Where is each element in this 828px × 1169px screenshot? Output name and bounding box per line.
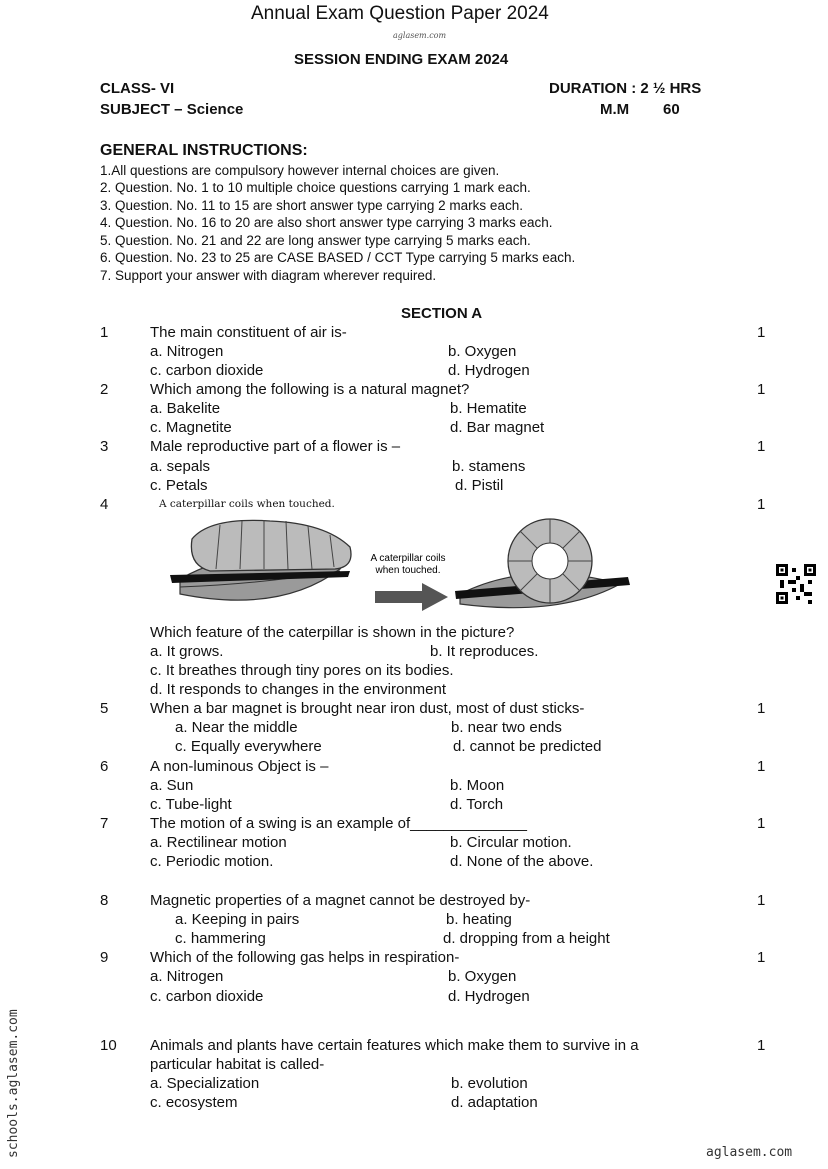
option-c: c. carbon dioxide — [150, 988, 264, 1005]
option-d: d. adaptation — [451, 1094, 538, 1111]
question-mark: 1 — [757, 700, 766, 717]
duration-label: DURATION : 2 ½ HRS — [549, 80, 702, 97]
question-text: Which feature of the caterpillar is shown in the picture? — [150, 624, 515, 641]
option-d: d. Hydrogen — [448, 362, 530, 379]
arrow-right-icon — [375, 583, 448, 611]
option-d: d. It responds to changes in the environment — [150, 681, 447, 698]
option-c: c. It breathes through tiny pores on its bodies. — [150, 662, 454, 679]
option-b: b. Moon — [450, 777, 505, 794]
figure-caption: A caterpillar coils when touched. — [159, 498, 335, 510]
option-b: b. stamens — [452, 458, 526, 475]
question-mark: 1 — [757, 949, 766, 966]
option-c: c. hammering — [175, 930, 266, 947]
option-d: d. Pistil — [455, 477, 504, 494]
option-a: a. Rectilinear motion — [150, 834, 287, 851]
question-mark: 1 — [757, 758, 766, 775]
question-mark: 1 — [757, 815, 766, 832]
instruction-item: 1.All questions are compulsory however internal choices are given. — [100, 163, 500, 178]
option-c: c. Tube-light — [150, 796, 232, 813]
caterpillar-coiled-icon — [508, 519, 592, 603]
caterpillar-figure — [150, 499, 650, 619]
question-text: Which of the following gas helps in respiration- — [150, 949, 460, 966]
option-b: b. It reproduces. — [430, 643, 539, 660]
max-marks-label: M.M — [600, 101, 630, 118]
instruction-item: 5. Question. No. 21 and 22 are long answer type carrying 5 marks each. — [100, 233, 531, 248]
option-b: b. Circular motion. — [450, 834, 572, 851]
question-number: 9 — [100, 949, 109, 966]
option-a: a. Keeping in pairs — [175, 911, 300, 928]
instruction-item: 2. Question. No. 1 to 10 multiple choice questions carrying 1 mark each. — [100, 180, 531, 195]
option-a: a. Nitrogen — [150, 343, 224, 360]
option-a: a. sepals — [150, 458, 211, 475]
option-b: b. heating — [446, 911, 512, 928]
question-text: Male reproductive part of a flower is – — [150, 438, 401, 455]
question-text: Magnetic properties of a magnet cannot be destroyed by- — [150, 892, 531, 909]
question-text: Animals and plants have certain features which make them to survive in a — [150, 1037, 639, 1054]
qr-code-icon[interactable] — [776, 564, 816, 604]
option-c: c. ecosystem — [150, 1094, 238, 1111]
option-a: a. Near the middle — [175, 719, 298, 736]
option-b: b. Hematite — [450, 400, 527, 417]
option-c: c. Magnetite — [150, 419, 232, 436]
option-a: a. Nitrogen — [150, 968, 224, 985]
instructions-heading: GENERAL INSTRUCTIONS: — [100, 142, 308, 159]
question-number: 1 — [100, 324, 109, 341]
question-mark: 1 — [757, 1037, 766, 1054]
question-text: When a bar magnet is brought near iron dust, most of dust sticks- — [150, 700, 585, 717]
option-d: d. Bar magnet — [450, 419, 545, 436]
question-mark: 1 — [757, 496, 766, 513]
option-d: d. None of the above. — [450, 853, 594, 870]
question-number: 6 — [100, 758, 109, 775]
option-d: d. Torch — [450, 796, 504, 813]
option-c: c. Periodic motion. — [150, 853, 274, 870]
option-a: a. Specialization — [150, 1075, 260, 1092]
instruction-item: 3. Question. No. 11 to 15 are short answer type carrying 2 marks each. — [100, 198, 523, 213]
question-number: 10 — [100, 1037, 117, 1054]
option-b: b. evolution — [451, 1075, 528, 1092]
instruction-item: 4. Question. No. 16 to 20 are also short answer type carrying 3 marks each. — [100, 215, 553, 230]
question-number: 2 — [100, 381, 109, 398]
option-c: c. carbon dioxide — [150, 362, 264, 379]
question-text: The main constituent of air is- — [150, 324, 347, 341]
page-title: Annual Exam Question Paper 2024 — [251, 3, 549, 24]
subject-label: SUBJECT – Science — [100, 101, 244, 118]
exam-title: SESSION ENDING EXAM 2024 — [294, 51, 509, 68]
question-number: 7 — [100, 815, 109, 832]
option-a: a. Sun — [150, 777, 194, 794]
caterpillar-extended-icon — [191, 520, 351, 571]
option-d: d. Hydrogen — [448, 988, 530, 1005]
question-mark: 1 — [757, 892, 766, 909]
watermark-logo: aglasem.com — [393, 31, 447, 40]
option-c: c. Equally everywhere — [175, 738, 322, 755]
option-c: c. Petals — [150, 477, 208, 494]
question-number: 8 — [100, 892, 109, 909]
arrow-label-1: A caterpillar coils — [370, 553, 446, 564]
instruction-item: 6. Question. No. 23 to 25 are CASE BASED / CCT Type carrying 5 marks each. — [100, 250, 576, 265]
question-text: Which among the following is a natural magnet? — [150, 381, 470, 398]
option-b: b. near two ends — [451, 719, 562, 736]
arrow-label-2: when touched. — [375, 565, 441, 576]
question-mark: 1 — [757, 438, 766, 455]
question-text-cont: particular habitat is called- — [150, 1056, 325, 1073]
question-number: 3 — [100, 438, 109, 455]
question-text: The motion of a swing is an example of______________ — [150, 815, 527, 832]
option-b: b. Oxygen — [448, 343, 517, 360]
option-b: b. Oxygen — [448, 968, 517, 985]
class-label: CLASS- VI — [100, 80, 175, 97]
question-number: 4 — [100, 496, 109, 513]
option-a: a. Bakelite — [150, 400, 221, 417]
question-mark: 1 — [757, 381, 766, 398]
section-a-heading: SECTION A — [401, 305, 483, 322]
instruction-item: 7. Support your answer with diagram wherever required. — [100, 268, 437, 283]
question-number: 5 — [100, 700, 109, 717]
footer-watermark: aglasem.com — [706, 1145, 793, 1160]
option-a: a. It grows. — [150, 643, 224, 660]
option-d: d. cannot be predicted — [453, 738, 602, 755]
option-d: d. dropping from a height — [443, 930, 610, 947]
max-marks-value: 60 — [663, 101, 680, 118]
question-text: A non-luminous Object is – — [150, 758, 329, 775]
question-mark: 1 — [757, 324, 766, 341]
side-watermark: schools.aglasem.com — [6, 1009, 21, 1158]
